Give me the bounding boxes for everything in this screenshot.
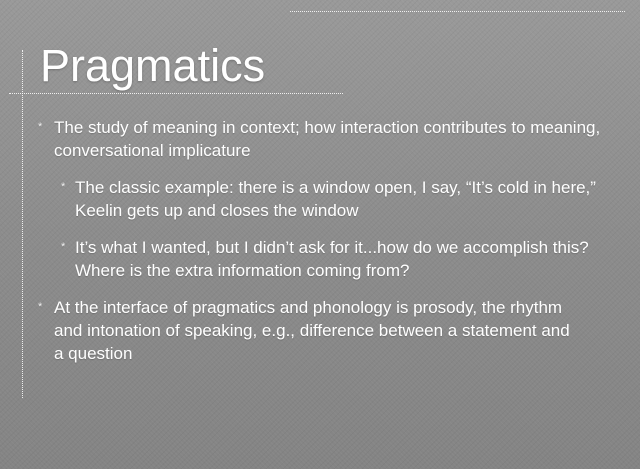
bullet-item-level-2 — [61, 176, 615, 222]
bullet-text: The classic example: there is a window open, I say, “It’s cold in here,” Keelin gets up and closes the window — [75, 178, 596, 220]
slide-title: Pragmatics — [40, 40, 266, 91]
bullet-item-level-1 — [38, 116, 614, 162]
bullet-item-level-1 — [38, 296, 574, 365]
top-dotted-rule — [290, 11, 625, 12]
bullet-item-level-2 — [61, 236, 615, 282]
bullet-marker-icon: * — [38, 301, 43, 313]
bullet-marker-icon: * — [38, 121, 43, 133]
bullet-text: It’s what I wanted, but I didn’t ask for it...how do we accomplish this? Where is the extra information coming from? — [75, 238, 589, 280]
left-dotted-rule — [22, 50, 23, 398]
bullet-text: At the interface of pragmatics and phonology is prosody, the rhythm and intonation of speaking, e.g., difference between a statement and a question — [54, 298, 570, 363]
title-underline-dotted-rule — [9, 93, 343, 94]
bullet-text: The study of meaning in context; how interaction contributes to meaning, conversational implicature — [54, 118, 601, 160]
bullet-marker-icon: * — [61, 241, 66, 253]
bullet-marker-icon: * — [61, 181, 66, 193]
